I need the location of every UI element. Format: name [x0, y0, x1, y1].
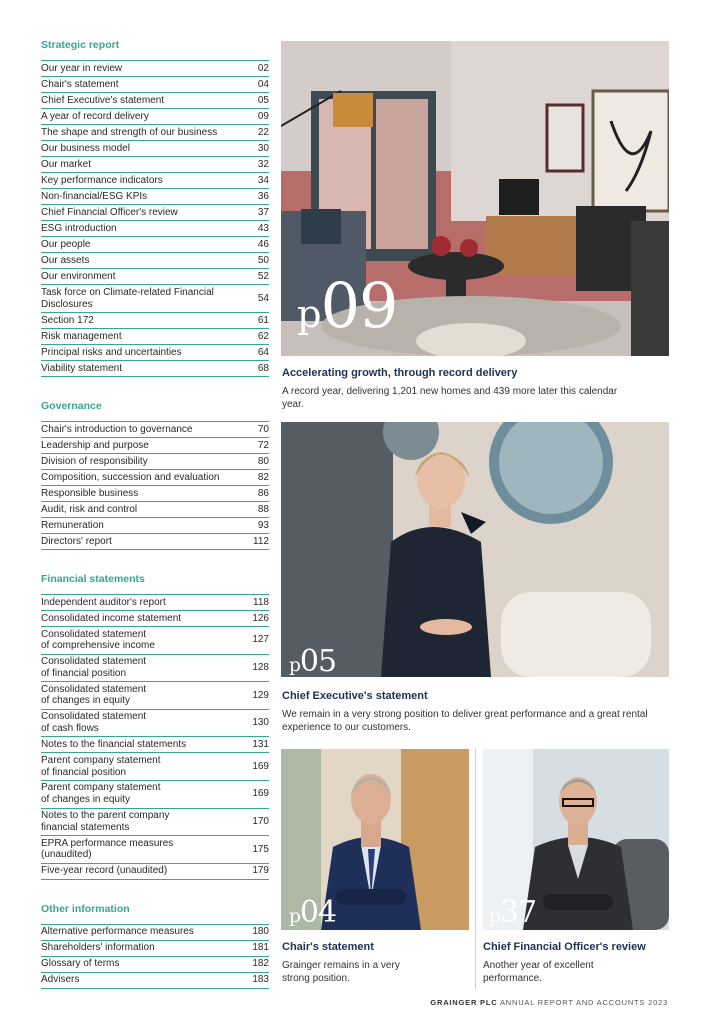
- toc-item-page: 175: [252, 843, 269, 855]
- toc-item-label: Chair's statement: [41, 78, 119, 90]
- toc-item-label: Remuneration: [41, 519, 104, 531]
- toc-item-label: Task force on Climate-related Financial Disclosures: [41, 286, 214, 310]
- toc-item-page: 93: [257, 519, 269, 531]
- toc-item-page: 80: [257, 455, 269, 467]
- cfo-review-text: Another year of excellent performance.: [483, 960, 594, 984]
- toc-item-label: Advisers: [41, 974, 80, 986]
- toc-item-label: Alternative performance measures: [41, 926, 194, 938]
- toc-item-page: 72: [257, 439, 269, 451]
- toc-item-page: 54: [257, 292, 269, 304]
- toc-item-label: Consolidated statement of cash flows: [41, 711, 147, 735]
- toc-item[interactable]: [41, 77, 269, 93]
- toc-item-label: Our year in review: [41, 62, 123, 74]
- toc-item-page: 61: [257, 314, 269, 326]
- toc-item-label: Non-financial/ESG KPIs: [41, 190, 148, 202]
- column-divider: [475, 749, 476, 989]
- toc-item[interactable]: [41, 753, 269, 781]
- page-ref-37: p37: [489, 895, 537, 930]
- toc-item[interactable]: [41, 205, 269, 221]
- toc-item-label: Our assets: [41, 254, 90, 266]
- toc-item[interactable]: [41, 941, 269, 957]
- toc-item-label: Audit, risk and control: [41, 503, 138, 515]
- toc-item[interactable]: [41, 518, 269, 534]
- page-footer: [430, 998, 668, 1007]
- toc-item[interactable]: [41, 109, 269, 125]
- cfo-review-title[interactable]: Chief Financial Officer's review: [483, 941, 646, 953]
- toc-item-label: Glossary of terms: [41, 958, 120, 970]
- toc-item-label: Consolidated income statement: [41, 612, 182, 624]
- toc-item[interactable]: [41, 836, 269, 864]
- toc-item-page: 169: [252, 788, 269, 800]
- toc-item-page: 50: [257, 254, 269, 266]
- toc-item[interactable]: [41, 486, 269, 502]
- toc-item[interactable]: [41, 313, 269, 329]
- toc-item-label: EPRA performance measures (unaudited): [41, 837, 174, 861]
- table-of-contents: [41, 38, 269, 989]
- toc-item[interactable]: [41, 221, 269, 237]
- toc-item[interactable]: [41, 502, 269, 518]
- toc-item-page: 127: [252, 634, 269, 646]
- toc-item-page: 04: [257, 78, 269, 90]
- toc-item[interactable]: [41, 781, 269, 809]
- toc-item-label: Responsible business: [41, 487, 139, 499]
- toc-item-page: 34: [257, 174, 269, 186]
- toc-section: [41, 572, 269, 880]
- toc-item-label: Independent auditor's report: [41, 596, 166, 608]
- toc-item[interactable]: [41, 737, 269, 753]
- toc-section-title: Other information: [41, 902, 130, 915]
- toc-list: [41, 924, 269, 989]
- toc-item-label: Division of responsibility: [41, 455, 148, 467]
- toc-item-page: 181: [252, 942, 269, 954]
- toc-item[interactable]: [41, 422, 269, 438]
- toc-item-label: Chair's introduction to governance: [41, 423, 193, 435]
- toc-list: [41, 60, 269, 377]
- toc-item-page: 52: [257, 270, 269, 282]
- ceo-image: [281, 422, 669, 677]
- record-delivery-title[interactable]: Accelerating growth, through record delivery: [282, 367, 518, 379]
- toc-item-label: The shape and strength of our business: [41, 126, 218, 138]
- toc-item-label: Shareholders' information: [41, 942, 155, 954]
- toc-item-label: Consolidated statement of financial position: [41, 656, 147, 679]
- toc-item[interactable]: [41, 864, 269, 880]
- toc-item[interactable]: [41, 682, 269, 710]
- page-ref-05: p05: [289, 644, 337, 677]
- toc-item-page: 118: [253, 596, 269, 608]
- chair-statement-text: Grainger remains in a very strong position.: [282, 960, 400, 984]
- toc-item[interactable]: [41, 454, 269, 470]
- toc-section-title: Governance: [41, 400, 102, 412]
- toc-item-label: Leadership and purpose: [41, 439, 149, 451]
- toc-item[interactable]: [41, 61, 269, 77]
- page-ref-09: p09: [297, 269, 398, 342]
- toc-item-page: 112: [253, 535, 269, 547]
- toc-item-label: Principal risks and uncertainties: [41, 346, 182, 358]
- toc-item-page: 126: [252, 612, 269, 624]
- toc-item-page: 179: [252, 865, 269, 877]
- toc-item-page: 46: [257, 238, 269, 250]
- toc-item-label: Section 172: [41, 314, 94, 326]
- toc-item-page: 131: [252, 738, 269, 750]
- record-delivery-text: A record year, delivering 1,201 new homes and 439 more later this calendar year.: [282, 386, 618, 410]
- toc-item[interactable]: [41, 973, 269, 989]
- toc-item-page: 170: [252, 815, 269, 827]
- toc-item[interactable]: [41, 125, 269, 141]
- toc-item-page: 05: [257, 94, 269, 106]
- toc-item-page: 86: [257, 487, 269, 499]
- toc-item-label: Five-year record (unaudited): [41, 865, 168, 877]
- toc-item[interactable]: [41, 173, 269, 189]
- toc-item[interactable]: [41, 329, 269, 345]
- footer-report: ANNUAL REPORT AND ACCOUNTS 2023: [499, 998, 668, 1007]
- toc-item-label: Our market: [41, 158, 92, 170]
- toc-item-page: 70: [257, 423, 269, 435]
- toc-item-page: 22: [257, 126, 269, 138]
- toc-item-page: 68: [257, 362, 269, 374]
- toc-item[interactable]: [41, 611, 269, 627]
- toc-item[interactable]: [41, 595, 269, 611]
- cfo-photo: [483, 749, 669, 930]
- toc-section-title: Financial statements: [41, 573, 145, 585]
- toc-item-label: A year of record delivery: [41, 110, 149, 122]
- ceo-photo: [281, 422, 669, 677]
- toc-item-label: Our environment: [41, 270, 116, 282]
- toc-item[interactable]: [41, 925, 269, 941]
- page-ref-04: p04: [289, 895, 337, 930]
- toc-list: [41, 594, 269, 880]
- toc-item-page: 180: [252, 926, 269, 938]
- toc-item-page: 88: [257, 503, 269, 515]
- toc-item-label: Notes to the parent company financial statements: [41, 810, 170, 833]
- toc-item-page: 32: [257, 158, 269, 170]
- toc-item-page: 30: [257, 142, 269, 154]
- toc-item-page: 182: [252, 958, 269, 970]
- toc-item-label: ESG introduction: [41, 222, 117, 234]
- toc-item[interactable]: [41, 189, 269, 205]
- toc-item[interactable]: [41, 237, 269, 253]
- toc-section: [41, 902, 269, 989]
- toc-item-label: Chief Executive's statement: [41, 94, 165, 106]
- toc-item-page: 183: [252, 974, 269, 986]
- toc-item[interactable]: [41, 627, 269, 655]
- toc-item[interactable]: [41, 157, 269, 173]
- chair-photo: [281, 749, 469, 930]
- toc-item-page: 36: [257, 190, 269, 202]
- toc-item-label: Directors' report: [41, 535, 112, 547]
- chair-statement-title[interactable]: Chair's statement: [282, 941, 374, 953]
- toc-item-page: 169: [252, 760, 269, 772]
- toc-item[interactable]: [41, 93, 269, 109]
- living-room-photo: [281, 41, 669, 356]
- toc-section: [41, 38, 269, 377]
- toc-item-page: 09: [257, 110, 269, 122]
- ceo-statement-text: We remain in a very strong position to deliver great performance and a great rental experience to our customers.: [282, 709, 648, 733]
- toc-item-label: Parent company statement of financial position: [41, 754, 161, 778]
- toc-item-page: 130: [252, 717, 269, 729]
- toc-item-page: 129: [252, 689, 269, 701]
- toc-item-page: 64: [257, 346, 269, 358]
- toc-item-page: 82: [257, 471, 269, 483]
- toc-item[interactable]: [41, 809, 269, 837]
- toc-list: [41, 421, 269, 550]
- toc-item-label: Notes to the financial statements: [41, 738, 187, 750]
- toc-item-label: Viability statement: [41, 362, 122, 374]
- toc-item[interactable]: [41, 438, 269, 454]
- toc-item-label: Our people: [41, 238, 91, 250]
- toc-section: [41, 399, 269, 550]
- toc-item-label: Risk management: [41, 330, 122, 342]
- toc-item-page: 43: [257, 222, 269, 234]
- toc-item-label: Composition, succession and evaluation: [41, 471, 220, 483]
- toc-item-label: Chief Financial Officer's review: [41, 206, 178, 218]
- toc-item[interactable]: [41, 345, 269, 361]
- toc-item[interactable]: [41, 141, 269, 157]
- toc-item[interactable]: [41, 269, 269, 285]
- toc-item-page: 37: [257, 206, 269, 218]
- toc-item-page: 02: [257, 62, 269, 74]
- toc-item-page: 128: [252, 661, 269, 673]
- toc-item[interactable]: [41, 361, 269, 377]
- ceo-statement-title[interactable]: Chief Executive's statement: [282, 690, 428, 702]
- toc-item[interactable]: [41, 470, 269, 486]
- toc-item-label: Our business model: [41, 142, 130, 154]
- toc-item[interactable]: [41, 253, 269, 269]
- toc-item-label: Key performance indicators: [41, 174, 163, 186]
- toc-item-label: Parent company statement of changes in equity: [41, 782, 161, 806]
- toc-item-label: Consolidated statement of comprehensive income: [41, 628, 155, 652]
- toc-item[interactable]: [41, 710, 269, 738]
- toc-item[interactable]: [41, 957, 269, 973]
- toc-item-page: 62: [257, 330, 269, 342]
- toc-item[interactable]: [41, 655, 269, 683]
- toc-item[interactable]: [41, 285, 269, 313]
- toc-item-label: Consolidated statement of changes in equity: [41, 683, 147, 707]
- footer-company: GRAINGER PLC: [430, 998, 498, 1007]
- toc-item[interactable]: [41, 534, 269, 550]
- toc-section-title: Strategic report: [41, 39, 120, 51]
